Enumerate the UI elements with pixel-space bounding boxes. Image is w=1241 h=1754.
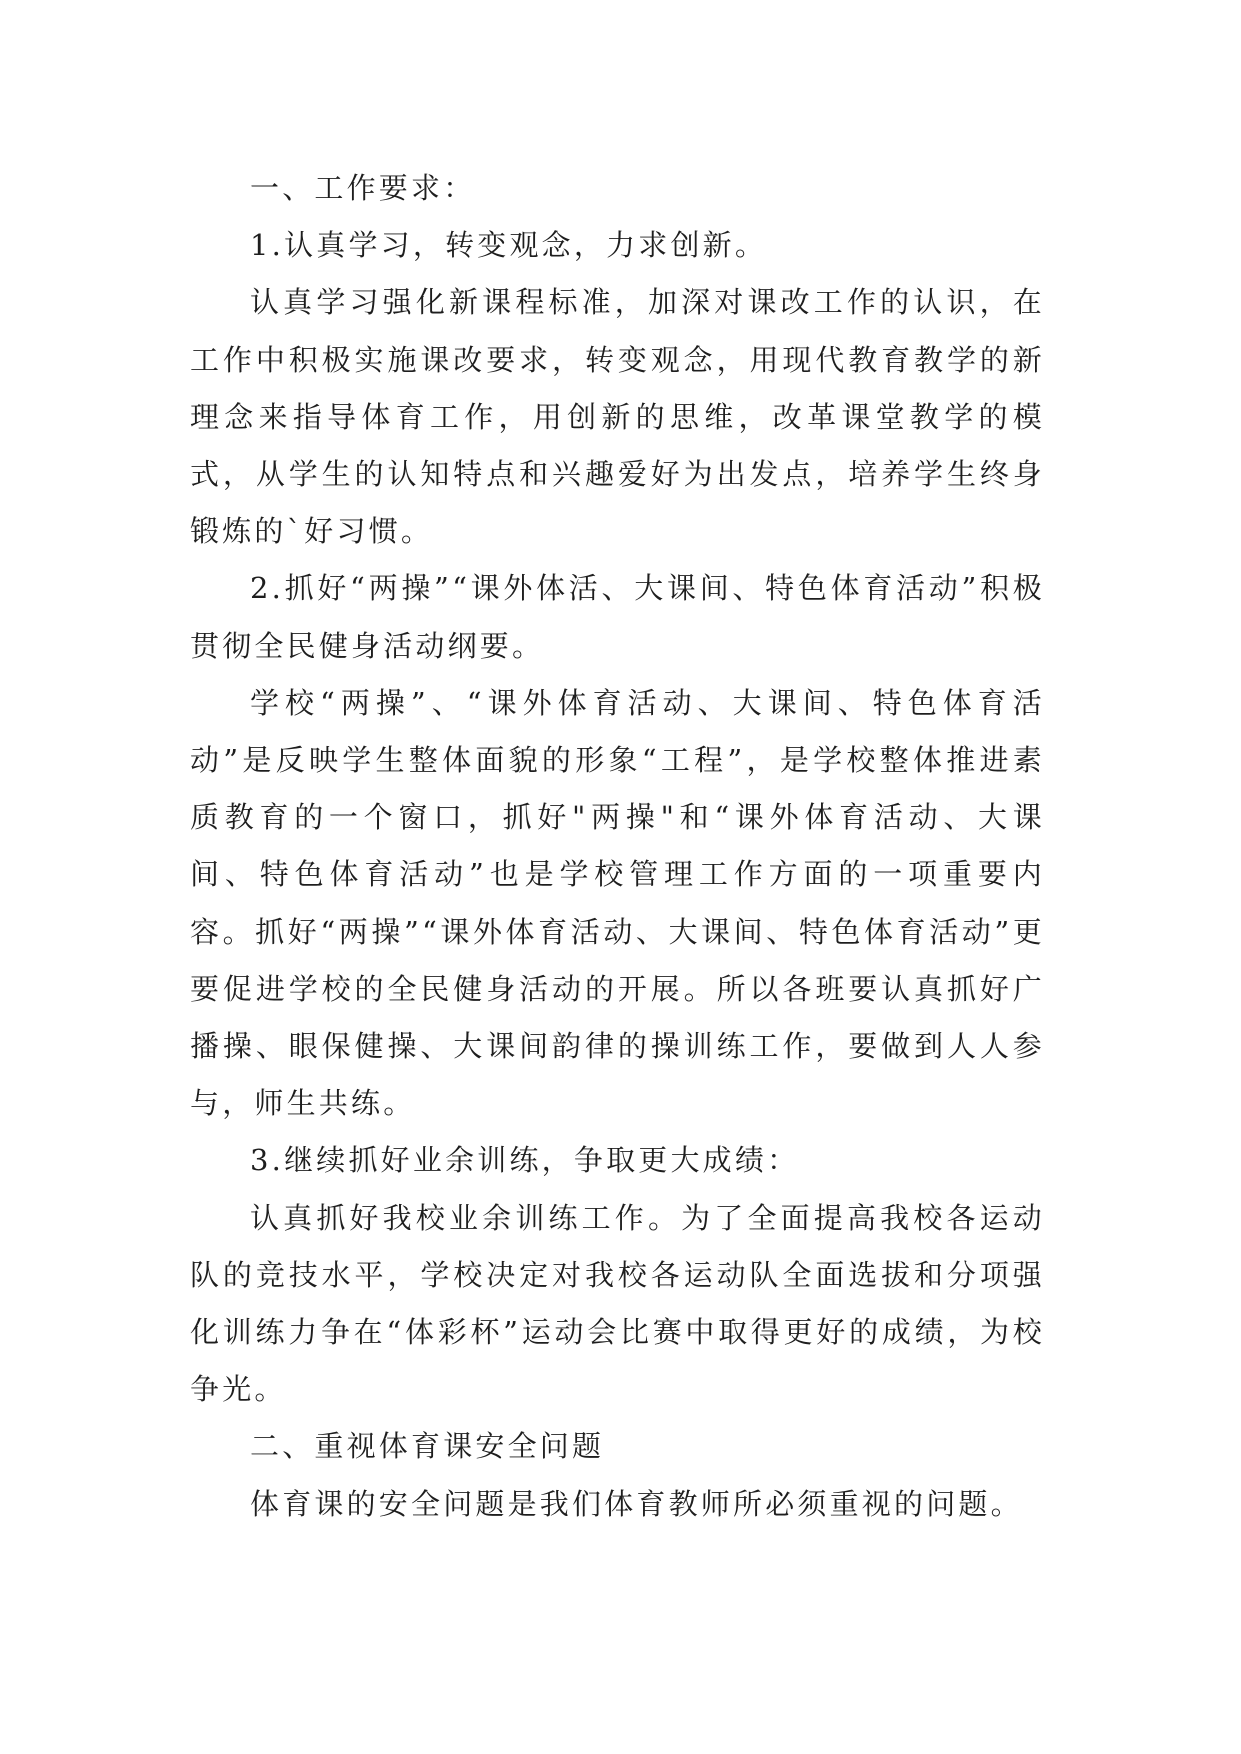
item-heading-2: 2.抓好“两操”“课外体活、大课间、特色体育活动”积极贯彻全民健身活动纲要。	[190, 571, 1045, 663]
item-heading-3: 3.继续抓好业余训练，争取更大成绩：	[250, 1143, 800, 1178]
document-body	[190, 160, 1045, 1533]
paragraph-safety: 体育课的安全问题是我们体育教师所必须重视的问题。	[250, 1486, 1023, 1521]
section-heading-work-requirements: 一、工作要求：	[250, 171, 476, 205]
section-heading-safety: 二、重视体育课安全问题	[250, 1429, 605, 1464]
item-heading-1: 1.认真学习，转变观念，力求创新。	[250, 228, 768, 263]
paragraph-two-exercises: 学校“两操”、“课外体育活动、大课间、特色体育活动”是反映学生整体面貌的形象“工程”，是学校整体推进素质教育的一个窗口，抓好"两操"和“课外体育活动、大课间、特色体育活动”也是学校管理工作方面的一项重要内容。抓好“两操”“课外体育活动、大课间、特色体育活动”更要促进学校的全民健身活动的开展。所以各班要认真抓好广播操、眼保健操、大课间韵律的操训练工作，要做到人人参与，师生共练。	[190, 685, 1045, 1121]
paragraph-amateur-training: 认真抓好我校业余训练工作。为了全面提高我校各运动队的竞技水平，学校决定对我校各运动队全面选拔和分项强化训练力争在“体彩杯”运动会比赛中取得更好的成绩，为校争光。	[190, 1200, 1045, 1407]
paragraph-study-reform: 认真学习强化新课程标准，加深对课改工作的认识，在工作中积极实施课改要求，转变观念，用现代教育教学的新理念来指导体育工作，用创新的思维，改革课堂教学的模式，从学生的认知特点和兴趣爱好为出发点，培养学生终身锻炼的`好习惯。	[190, 285, 1045, 549]
